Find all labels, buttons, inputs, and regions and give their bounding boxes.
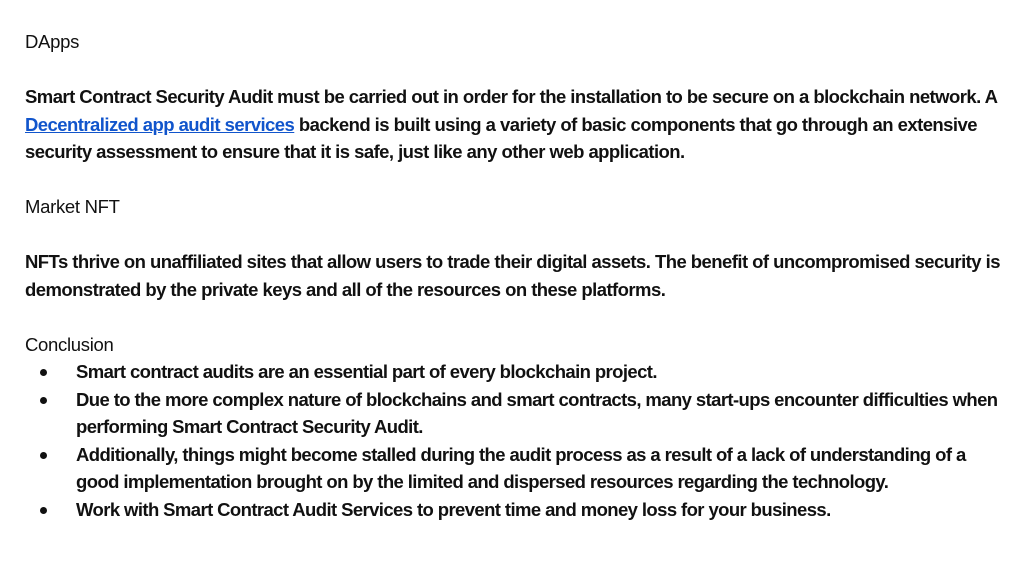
- document-body: [25, 28, 1010, 523]
- conclusion-heading: Conclusion: [25, 333, 114, 355]
- dapps-heading: DApps: [25, 31, 80, 52]
- list-item: [25, 441, 1010, 496]
- dapps-text-before-link: Smart Contract Security Audit must be carried out in order for the installation to be secure on a blockchain network. A: [25, 86, 997, 107]
- list-item: [25, 496, 1010, 524]
- market-nft-paragraph: NFTs thrive on unaffiliated sites that allow users to trade their digital assets. The benefit of uncompromised security is demonstrated by the private keys and all of the resources on these platforms.: [25, 251, 1000, 300]
- bullet-icon: [40, 397, 47, 404]
- decentralized-app-audit-link[interactable]: Decentralized app audit services: [25, 113, 295, 135]
- list-item: [25, 386, 1010, 441]
- spacer: [25, 166, 1010, 194]
- spacer: [25, 56, 1010, 84]
- bullet-icon: [40, 369, 47, 376]
- bullet-icon: [40, 452, 47, 459]
- bullet-text: Due to the more complex nature of blockchains and smart contracts, many start-ups encounter difficulties when performing Smart Contract Security Audit.: [76, 388, 998, 437]
- bullet-text: Additionally, things might become stalled during the audit process as a result of a lack of understanding of a good implementation brought on by the limited and dispersed resources regarding the technology.: [76, 443, 966, 492]
- market-nft-heading: Market NFT: [25, 196, 120, 217]
- spacer: [25, 221, 1010, 249]
- bullet-text: Work with Smart Contract Audit Services to prevent time and money loss for your business.: [76, 498, 831, 520]
- bullet-text: Smart contract audits are an essential part of every blockchain project.: [76, 361, 657, 382]
- conclusion-bullet-list: [25, 358, 1010, 523]
- spacer: [25, 303, 1010, 331]
- bullet-icon: [40, 507, 47, 514]
- dapps-paragraph: [25, 83, 1010, 166]
- list-item: [25, 358, 1010, 386]
- dapps-text-after-link: backend is built using a variety of basic components that go through an extensive security assessment to ensure that it is safe, just like any other web application.: [25, 113, 977, 162]
